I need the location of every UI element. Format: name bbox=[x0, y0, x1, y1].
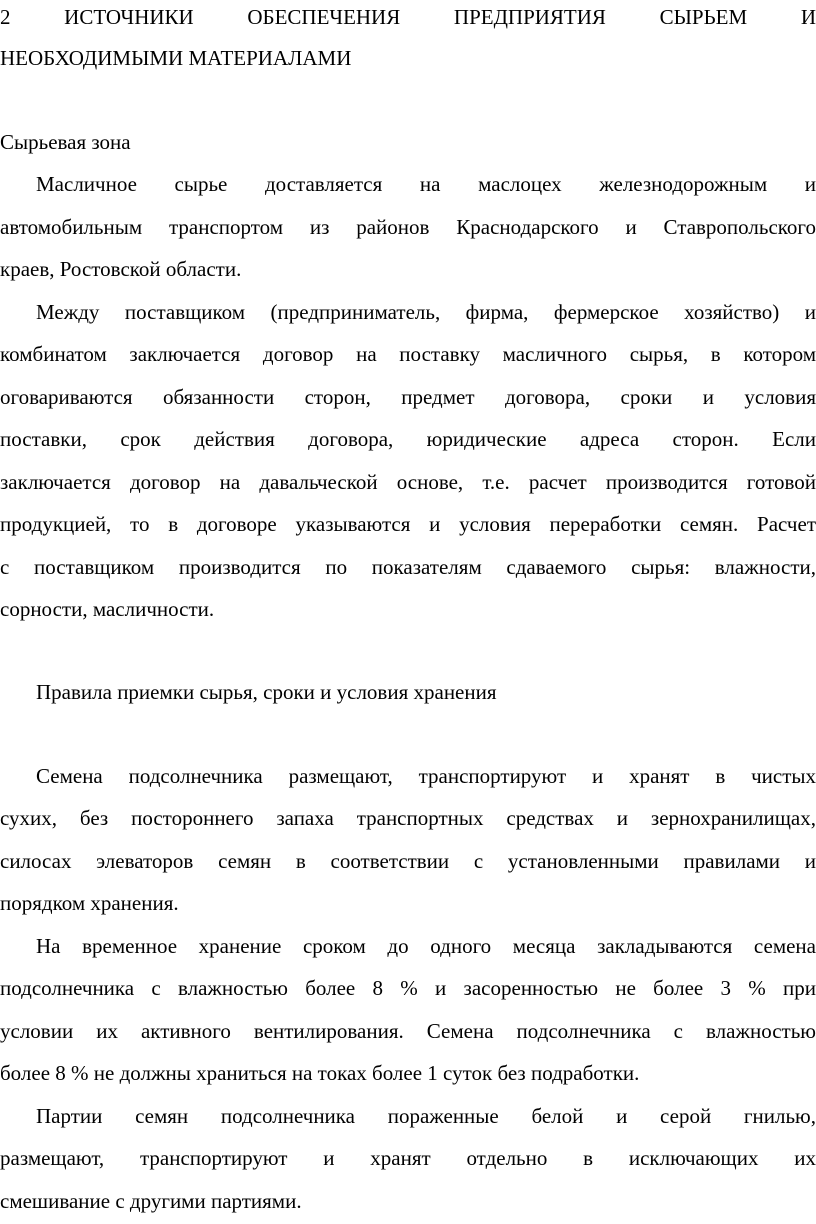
paragraph-line: продукцией, то в договоре указываются и условия переработки семян. Расчет bbox=[0, 512, 816, 536]
chapter-heading-line-1: 2 ИСТОЧНИКИ ОБЕСПЕЧЕНИЯ ПРЕДПРИЯТИЯ СЫРЬЕМ И bbox=[0, 5, 816, 29]
paragraph-line: комбинатом заключается договор на поставку масличного сырья, в котором bbox=[0, 342, 816, 366]
paragraph-line: краев, Ростовской области. bbox=[0, 257, 242, 281]
paragraph-line: сорности, масличности. bbox=[0, 597, 215, 621]
chapter-heading-line-2: НЕОБХОДИМЫМИ МАТЕРИАЛАМИ bbox=[0, 46, 352, 70]
paragraph-line: условии их активного вентилирования. Семена подсолнечника с влажностью bbox=[0, 1019, 816, 1043]
paragraph-line: Семена подсолнечника размещают, транспортируют и хранят в чистых bbox=[36, 764, 816, 788]
section-title-acceptance-rules: Правила приемки сырья, сроки и условия хранения bbox=[36, 680, 497, 704]
paragraph-line: сухих, без постороннего запаха транспортных средствах и зернохранилищах, bbox=[0, 806, 816, 830]
paragraph-line: подсолнечника с влажностью более 8 % и засоренностью не более 3 % при bbox=[0, 976, 816, 1000]
paragraph-line: Масличное сырье доставляется на маслоцех железнодорожным и bbox=[36, 172, 816, 196]
paragraph-line: На временное хранение сроком до одного месяца закладываются семена bbox=[36, 934, 816, 958]
section-title-raw-material-zone: Сырьевая зона bbox=[0, 130, 131, 154]
paragraph-line: автомобильным транспортом из районов Краснодарского и Ставропольского bbox=[0, 215, 816, 239]
paragraph-line: Партии семян подсолнечника пораженные белой и серой гнилью, bbox=[36, 1104, 816, 1128]
paragraph-line: заключается договор на давальческой основе, т.е. расчет производится готовой bbox=[0, 470, 816, 494]
paragraph-line: Между поставщиком (предприниматель, фирма, фермерское хозяйство) и bbox=[36, 300, 816, 324]
paragraph-line: силосах элеваторов семян в соответствии с установленными правилами и bbox=[0, 849, 816, 873]
paragraph-line: размещают, транспортируют и хранят отдельно в исключающих их bbox=[0, 1146, 816, 1170]
paragraph-line: оговариваются обязанности сторон, предмет договора, сроки и условия bbox=[0, 385, 816, 409]
paragraph-line: порядком хранения. bbox=[0, 891, 179, 915]
paragraph-line: смешивание с другими партиями. bbox=[0, 1189, 302, 1213]
paragraph-line: поставки, срок действия договора, юридические адреса сторон. Если bbox=[0, 427, 816, 451]
paragraph-line: с поставщиком производится по показателям сдаваемого сырья: влажности, bbox=[0, 555, 816, 579]
paragraph-line: более 8 % не должны храниться на токах более 1 суток без подработки. bbox=[0, 1061, 640, 1085]
